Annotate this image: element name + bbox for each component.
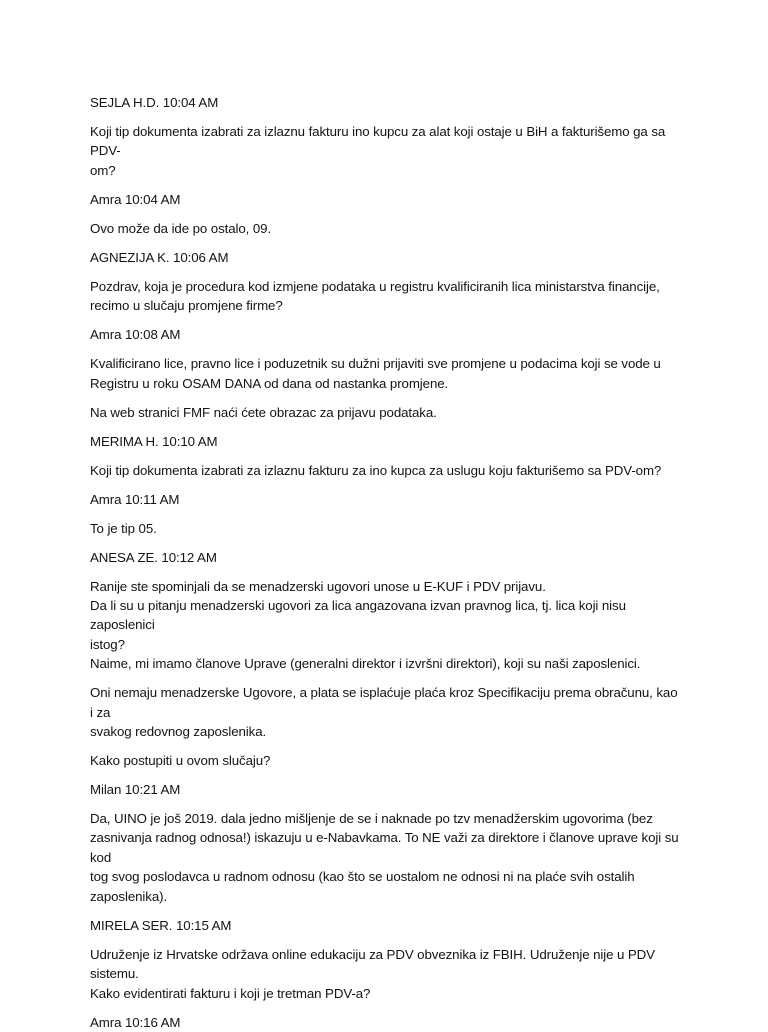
- text-line: Milan 10:21 AM: [90, 782, 181, 798]
- text-line: To je tip 05.: [90, 520, 157, 536]
- paragraph: [90, 577, 680, 674]
- paragraph: [90, 403, 680, 422]
- paragraph: [90, 354, 680, 393]
- text-line: Da li su u pitanju menadzerski ugovori za lica angazovana izvan pravnog lica, tj. lica koji nisu zaposlenici: [90, 598, 626, 633]
- paragraph: [90, 277, 680, 316]
- paragraph: [90, 248, 680, 267]
- text-line: zaposlenika).: [90, 888, 168, 904]
- text-line: Ranije ste spominjali da se menadzerski ugovori unose u E-KUF i PDV prijavu.: [90, 578, 546, 594]
- text-line: Amra 10:04 AM: [90, 191, 181, 207]
- paragraph: [90, 490, 680, 509]
- text-line: Naime, mi imamo članove Uprave (generalni direktor i izvršni direktori), koji su naši zaposlenici.: [90, 656, 641, 672]
- text-line: zasnivanja radnog odnosa!) iskazuju u e-Nabavkama. To NE važi za direktore i članove uprave koji su kod: [90, 830, 679, 865]
- text-line: MERIMA H. 10:10 AM: [90, 433, 218, 449]
- text-line: AGNEZIJA K. 10:06 AM: [90, 249, 229, 265]
- paragraph: [90, 93, 680, 112]
- paragraph: [90, 945, 680, 1003]
- text-line: ANESA ZE. 10:12 AM: [90, 549, 217, 565]
- paragraph: [90, 325, 680, 344]
- text-line: Registru u roku OSAM DANA od dana od nastanka promjene.: [90, 375, 449, 391]
- text-line: Amra 10:08 AM: [90, 327, 181, 343]
- text-line: Amra 10:11 AM: [90, 491, 180, 507]
- text-line: Koji tip dokumenta izabrati za izlaznu fakturu za ino kupca za uslugu koju fakturišemo sa PDV-om?: [90, 462, 662, 478]
- text-line: Na web stranici FMF naći ćete obrazac za prijavu podataka.: [90, 404, 437, 420]
- text-line: Pozdrav, koja je procedura kod izmjene podataka u registru kvalificiranih lica ministarstva financije,: [90, 278, 660, 294]
- text-line: Kako evidentirati fakturu i koji je tretman PDV-a?: [90, 985, 371, 1001]
- text-line: Udruženje iz Hrvatske održava online edukaciju za PDV obveznika iz FBIH. Udruženje nije u PDV sistemu.: [90, 946, 655, 982]
- text-line: svakog redovnog zaposlenika.: [90, 724, 267, 740]
- text-line: Koji tip dokumenta izabrati za izlaznu fakturu ino kupcu za alat koji ostaje u BiH a fakturišemo ga sa PDV-: [90, 124, 666, 159]
- paragraph: [90, 916, 680, 935]
- paragraph: [90, 122, 680, 180]
- text-line: Kvalificirano lice, pravno lice i poduzetnik su dužni prijaviti sve promjene u podacima koji se vode u: [90, 356, 661, 372]
- paragraph: [90, 461, 680, 480]
- paragraph: [90, 1013, 680, 1032]
- paragraph: [90, 432, 680, 451]
- paragraph: [90, 190, 680, 209]
- text-line: om?: [90, 162, 116, 178]
- text-line: Kako postupiti u ovom slučaju?: [90, 753, 271, 769]
- paragraph: [90, 751, 680, 770]
- text-line: Oni nemaju menadzerske Ugovore, a plata se isplaćuje plaća kroz Specifikaciju prema obračunu, kao i za: [90, 685, 678, 720]
- paragraph: [90, 219, 680, 238]
- paragraph: [90, 519, 680, 538]
- text-line: istog?: [90, 636, 125, 652]
- text-line: recimo u slučaju promjene firme?: [90, 298, 283, 314]
- paragraph: [90, 548, 680, 567]
- paragraph: [90, 809, 680, 906]
- paragraph: [90, 683, 680, 741]
- text-line: Ovo može da ide po ostalo, 09.: [90, 220, 272, 236]
- text-line: MIRELA SER. 10:15 AM: [90, 917, 232, 933]
- text-line: Da, UINO je još 2019. dala jedno mišljenje de se i naknade po tzv menadžerskim ugovorima (bez: [90, 811, 653, 827]
- paragraph: [90, 780, 680, 799]
- text-line: Amra 10:16 AM: [90, 1014, 181, 1030]
- text-line: SEJLA H.D. 10:04 AM: [90, 95, 219, 110]
- text-line: tog svog poslodavca u radnom odnosu (kao što se uostalom ne odnosi ni na plaće svih ostalih: [90, 869, 635, 885]
